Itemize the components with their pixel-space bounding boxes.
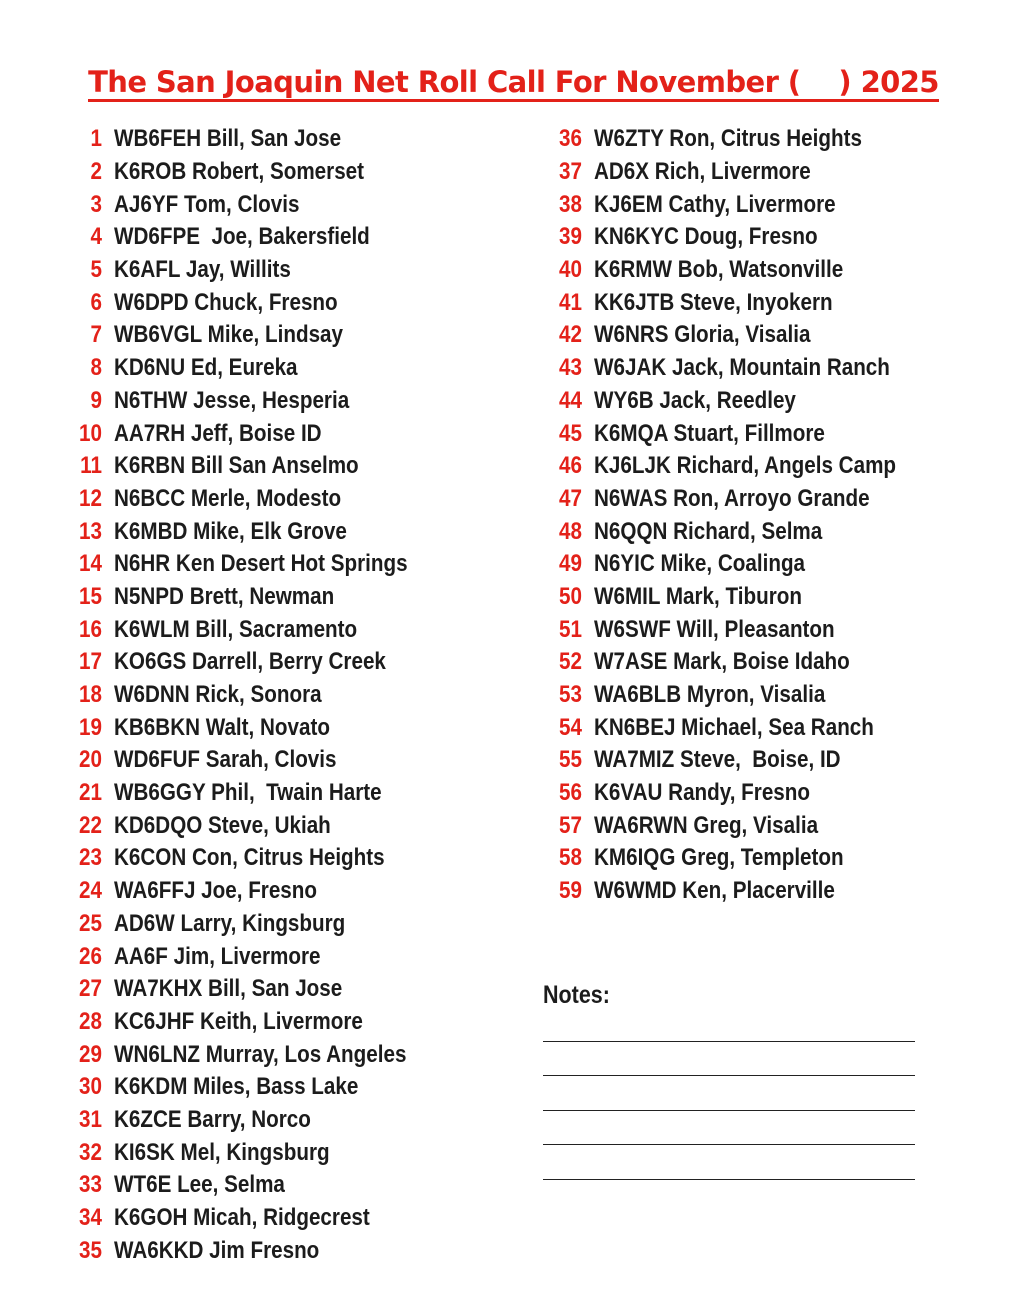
roll-call-entry: WA6RWN Greg, Visalia (594, 811, 819, 839)
roll-call-row (548, 711, 1008, 744)
roll-call-entry: K6CON Con, Citrus Heights (114, 844, 385, 872)
roll-call-row (548, 744, 1008, 777)
roll-call-number: 23 (79, 844, 102, 872)
roll-call-number: 58 (559, 844, 582, 872)
roll-call-entry: W6WMD Ken, Placerville (594, 877, 835, 905)
roll-call-row (548, 679, 1008, 712)
roll-call-row (548, 319, 1008, 352)
roll-call-entry: WN6LNZ Murray, Los Angeles (114, 1040, 407, 1068)
note-line[interactable] (543, 1041, 915, 1042)
notes-section (543, 978, 918, 1012)
roll-call-number: 19 (79, 713, 102, 741)
roll-call-entry: N6QQN Richard, Selma (594, 517, 823, 545)
roll-call-row (548, 385, 1008, 418)
roll-call-entry: K6ROB Robert, Somerset (114, 158, 365, 186)
roll-call-number: 9 (90, 386, 102, 414)
roll-call-row (548, 842, 1008, 875)
roll-call-number: 13 (79, 517, 102, 545)
roll-call-number: 14 (79, 550, 102, 578)
roll-call-row (548, 777, 1008, 810)
roll-call-row (68, 973, 528, 1006)
roll-call-row (548, 515, 1008, 548)
roll-call-number: 2 (90, 158, 102, 186)
roll-call-row (548, 809, 1008, 842)
roll-call-number: 53 (559, 681, 582, 709)
roll-call-row (68, 1136, 528, 1169)
roll-call-number: 47 (559, 484, 582, 512)
roll-call-entry: N6THW Jesse, Hesperia (114, 386, 350, 414)
roll-call-entry: AA7RH Jeff, Boise ID (114, 419, 322, 447)
roll-call-row (548, 188, 1008, 221)
roll-call-row (548, 286, 1008, 319)
roll-call-row (68, 679, 528, 712)
roll-call-row (68, 875, 528, 908)
roll-call-number: 51 (559, 615, 582, 643)
roll-call-entry: K6ZCE Barry, Norco (114, 1105, 311, 1133)
roll-call-column-left (68, 123, 528, 1267)
roll-call-row (68, 1006, 528, 1039)
roll-call-entry: K6MBD Mike, Elk Grove (114, 517, 347, 545)
roll-call-number: 5 (90, 256, 102, 284)
roll-call-number: 35 (79, 1236, 102, 1264)
roll-call-entry: K6MQA Stuart, Fillmore (594, 419, 825, 447)
roll-call-number: 43 (559, 354, 582, 382)
roll-call-number: 12 (79, 484, 102, 512)
notes-label: Notes: (543, 981, 610, 1009)
roll-call-row (68, 385, 528, 418)
roll-call-entry: WB6VGL Mike, Lindsay (114, 321, 344, 349)
roll-call-row (68, 188, 528, 221)
roll-call-number: 27 (79, 975, 102, 1003)
roll-call-row (548, 646, 1008, 679)
roll-call-row (68, 613, 528, 646)
roll-call-entry: KI6SK Mel, Kingsburg (114, 1138, 330, 1166)
roll-call-number: 31 (79, 1105, 102, 1133)
roll-call-number: 7 (90, 321, 102, 349)
roll-call-number: 25 (79, 909, 102, 937)
roll-call-row (68, 156, 528, 189)
roll-call-number: 22 (79, 811, 102, 839)
roll-call-entry: N6WAS Ron, Arroyo Grande (594, 484, 870, 512)
roll-call-row (548, 875, 1008, 908)
roll-call-row (548, 123, 1008, 156)
roll-call-entry: W6DNN Rick, Sonora (114, 681, 322, 709)
page-title-text: The San Joaquin Net Roll Call For November ( ) 2025 (88, 65, 939, 102)
roll-call-row (548, 352, 1008, 385)
roll-call-row (548, 483, 1008, 516)
roll-call-number: 15 (79, 582, 102, 610)
roll-call-entry: WA6FFJ Joe, Fresno (114, 877, 318, 905)
roll-call-row (548, 548, 1008, 581)
roll-call-entry: K6AFL Jay, Willits (114, 256, 291, 284)
roll-call-entry: WD6FPE Joe, Bakersfield (114, 223, 370, 251)
roll-call-entry: K6WLM Bill, Sacramento (114, 615, 358, 643)
roll-call-entry: WB6FEH Bill, San Jose (114, 125, 342, 153)
roll-call-entry: W6JAK Jack, Mountain Ranch (594, 354, 890, 382)
roll-call-number: 52 (559, 648, 582, 676)
roll-call-number: 1 (90, 125, 102, 153)
roll-call-row (68, 450, 528, 483)
roll-call-entry: K6KDM Miles, Bass Lake (114, 1073, 359, 1101)
roll-call-row (68, 515, 528, 548)
roll-call-number: 41 (559, 288, 582, 316)
roll-call-number: 50 (559, 582, 582, 610)
roll-call-row (68, 1202, 528, 1235)
roll-call-row (68, 286, 528, 319)
roll-call-row (68, 123, 528, 156)
roll-call-number: 4 (90, 223, 102, 251)
roll-call-entry: AD6W Larry, Kingsburg (114, 909, 346, 937)
roll-call-number: 32 (79, 1138, 102, 1166)
roll-call-entry: AJ6YF Tom, Clovis (114, 190, 300, 218)
roll-call-entry: KK6JTB Steve, Inyokern (594, 288, 833, 316)
roll-call-number: 34 (79, 1204, 102, 1232)
roll-call-entry: W6MIL Mark, Tiburon (594, 582, 802, 610)
roll-call-entry: W6ZTY Ron, Citrus Heights (594, 125, 862, 153)
roll-call-row (68, 842, 528, 875)
roll-call-number: 59 (559, 877, 582, 905)
roll-call-entry: W6DPD Chuck, Fresno (114, 288, 338, 316)
roll-call-row (548, 581, 1008, 614)
roll-call-row (548, 450, 1008, 483)
roll-call-number: 48 (559, 517, 582, 545)
roll-call-number: 30 (79, 1073, 102, 1101)
roll-call-row (68, 221, 528, 254)
roll-call-row (68, 908, 528, 941)
roll-call-number: 16 (79, 615, 102, 643)
roll-call-row (68, 809, 528, 842)
note-line[interactable] (543, 1075, 915, 1076)
roll-call-entry: W6SWF Will, Pleasanton (594, 615, 835, 643)
roll-call-entry: AA6F Jim, Livermore (114, 942, 321, 970)
roll-call-number: 10 (79, 419, 102, 447)
roll-call-entry: KN6KYC Doug, Fresno (594, 223, 818, 251)
roll-call-number: 6 (90, 288, 102, 316)
roll-call-entry: KO6GS Darrell, Berry Creek (114, 648, 386, 676)
roll-call-row (68, 581, 528, 614)
roll-call-entry: N6YIC Mike, Coalinga (594, 550, 806, 578)
roll-call-entry: WT6E Lee, Selma (114, 1171, 285, 1199)
roll-call-row (68, 319, 528, 352)
roll-call-row (68, 711, 528, 744)
roll-call-entry: WY6B Jack, Reedley (594, 386, 796, 414)
roll-call-number: 45 (559, 419, 582, 447)
roll-call-row (548, 221, 1008, 254)
roll-call-row (68, 352, 528, 385)
roll-call-entry: KC6JHF Keith, Livermore (114, 1007, 363, 1035)
roll-call-entry: KM6IQG Greg, Templeton (594, 844, 844, 872)
roll-call-column-right (548, 123, 1008, 908)
roll-call-entry: K6RMW Bob, Watsonville (594, 256, 844, 284)
roll-call-number: 57 (559, 811, 582, 839)
roll-call-number: 49 (559, 550, 582, 578)
roll-call-entry: K6RBN Bill San Anselmo (114, 452, 359, 480)
roll-call-entry: K6VAU Randy, Fresno (594, 779, 810, 807)
roll-call-number: 46 (559, 452, 582, 480)
roll-call-entry: KJ6LJK Richard, Angels Camp (594, 452, 897, 480)
roll-call-number: 18 (79, 681, 102, 709)
roll-call-number: 39 (559, 223, 582, 251)
roll-call-number: 55 (559, 746, 582, 774)
roll-call-row (68, 1071, 528, 1104)
roll-call-number: 21 (79, 779, 102, 807)
roll-call-entry: WA6KKD Jim Fresno (114, 1236, 320, 1264)
note-line[interactable] (543, 1179, 915, 1180)
roll-call-number: 36 (559, 125, 582, 153)
roll-call-row (548, 613, 1008, 646)
roll-call-entry: W6NRS Gloria, Visalia (594, 321, 811, 349)
roll-call-entry: WA7MIZ Steve, Boise, ID (594, 746, 841, 774)
roll-call-entry: KJ6EM Cathy, Livermore (594, 190, 836, 218)
roll-call-row (68, 777, 528, 810)
roll-call-number: 29 (79, 1040, 102, 1068)
roll-call-entry: WA7KHX Bill, San Jose (114, 975, 343, 1003)
roll-call-number: 33 (79, 1171, 102, 1199)
roll-call-number: 8 (90, 354, 102, 382)
roll-call-entry: AD6X Rich, Livermore (594, 158, 811, 186)
roll-call-number: 17 (79, 648, 102, 676)
roll-call-number: 3 (90, 190, 102, 218)
roll-call-entry: N6BCC Merle, Modesto (114, 484, 342, 512)
roll-call-number: 20 (79, 746, 102, 774)
roll-call-number: 26 (79, 942, 102, 970)
roll-call-row (68, 1104, 528, 1137)
roll-call-row (68, 1038, 528, 1071)
note-line[interactable] (543, 1110, 915, 1111)
page-title (0, 62, 1027, 102)
roll-call-number: 44 (559, 386, 582, 414)
roll-call-row (68, 417, 528, 450)
roll-call-row (548, 156, 1008, 189)
roll-call-number: 56 (559, 779, 582, 807)
roll-call-row (68, 254, 528, 287)
roll-call-number: 37 (559, 158, 582, 186)
roll-call-number: 11 (80, 452, 102, 480)
roll-call-entry: WA6BLB Myron, Visalia (594, 681, 826, 709)
roll-call-row (548, 254, 1008, 287)
roll-call-row (548, 417, 1008, 450)
roll-call-entry: KN6BEJ Michael, Sea Ranch (594, 713, 874, 741)
roll-call-entry: N5NPD Brett, Newman (114, 582, 335, 610)
roll-call-number: 40 (559, 256, 582, 284)
roll-call-number: 38 (559, 190, 582, 218)
roll-call-row (68, 744, 528, 777)
roll-call-entry: WB6GGY Phil, Twain Harte (114, 779, 382, 807)
roll-call-entry: KD6NU Ed, Eureka (114, 354, 298, 382)
roll-call-entry: N6HR Ken Desert Hot Springs (114, 550, 408, 578)
roll-call-number: 42 (559, 321, 582, 349)
roll-call-number: 54 (559, 713, 582, 741)
roll-call-number: 24 (79, 877, 102, 905)
note-line[interactable] (543, 1144, 915, 1145)
roll-call-row (68, 548, 528, 581)
roll-call-entry: KB6BKN Walt, Novato (114, 713, 330, 741)
roll-call-row (68, 646, 528, 679)
roll-call-row (68, 940, 528, 973)
roll-call-entry: K6GOH Micah, Ridgecrest (114, 1204, 370, 1232)
roll-call-number: 28 (79, 1007, 102, 1035)
roll-call-entry: KD6DQO Steve, Ukiah (114, 811, 331, 839)
roll-call-entry: WD6FUF Sarah, Clovis (114, 746, 337, 774)
roll-call-row (68, 483, 528, 516)
roll-call-entry: W7ASE Mark, Boise Idaho (594, 648, 850, 676)
roll-call-row (68, 1234, 528, 1267)
roll-call-row (68, 1169, 528, 1202)
